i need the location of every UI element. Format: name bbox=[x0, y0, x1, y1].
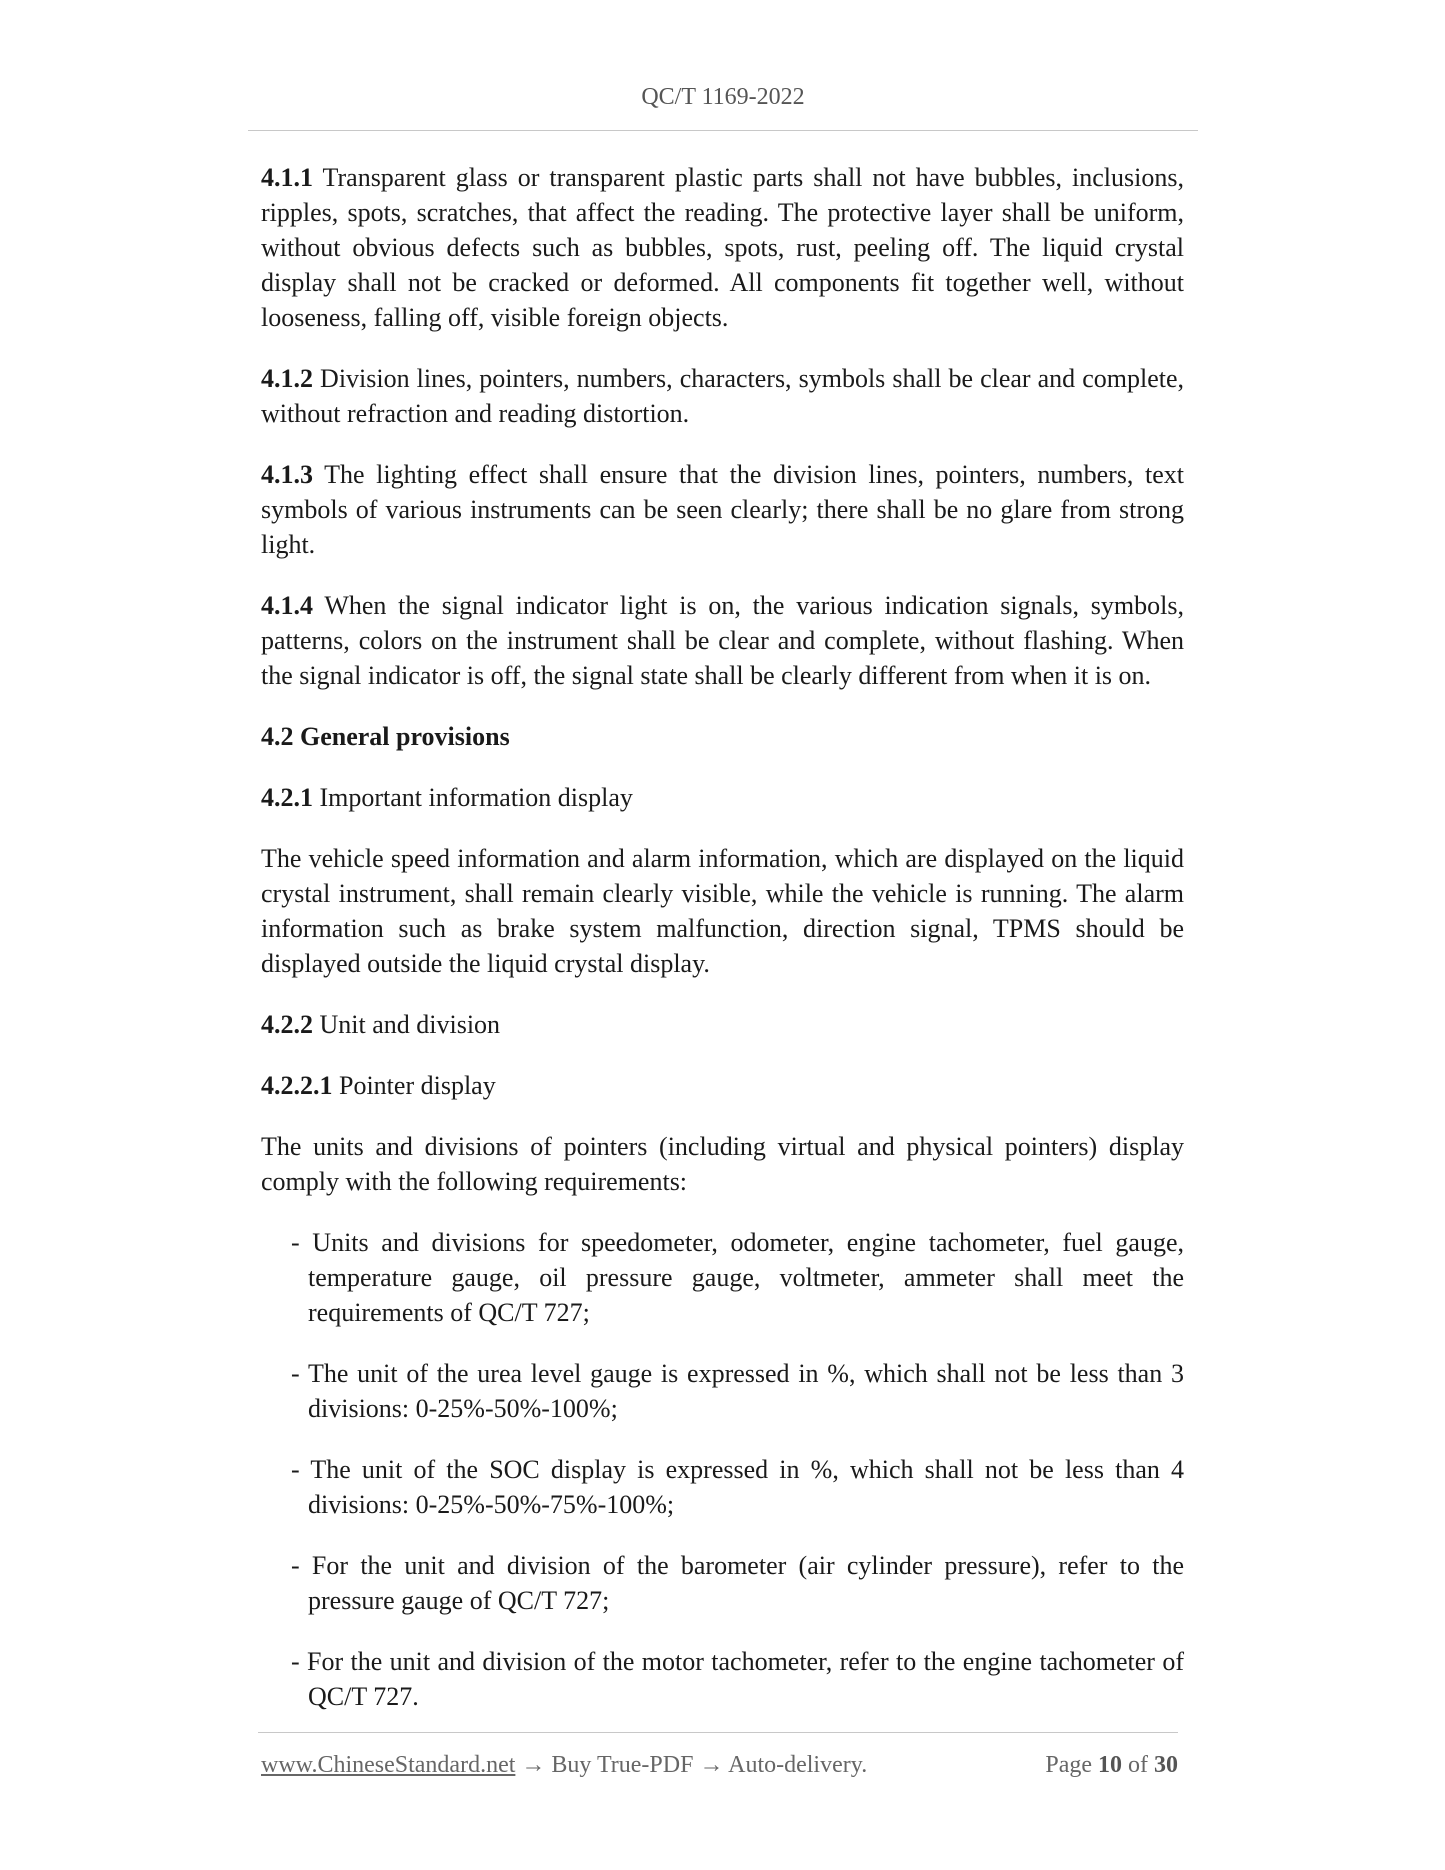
clause-4-2-1 bbox=[261, 780, 1184, 815]
clause-4-1-3 bbox=[261, 457, 1184, 562]
section-heading-4-2: 4.2 General provisions bbox=[261, 722, 510, 751]
clause-4-1-4 bbox=[261, 588, 1184, 693]
list-item: - For the unit and division of the motor tachometer, refer to the engine tachometer of QC/T 727. bbox=[291, 1647, 1184, 1711]
page-of: of bbox=[1128, 1752, 1148, 1778]
clause-4-2-2-1 bbox=[261, 1068, 1184, 1103]
requirements-list bbox=[261, 1225, 1184, 1714]
clause-number: 4.1.3 bbox=[261, 460, 313, 489]
list-item: - Units and divisions for speedometer, odometer, engine tachometer, fuel gauge, temperature gauge, oil pressure gauge, voltmeter, ammeter shall meet the requirements of QC/T 727; bbox=[291, 1228, 1184, 1327]
clause-text: Transparent glass or transparent plastic parts shall not have bubbles, inclusions, ripples, spots, scratches, that affect the reading. The protective layer shall be uniform, without obvious defects such as bubbles, spots, rust, peeling off. The liquid crystal display shall not be cracked or deformed. All components fit together well, without looseness, falling off, visible foreign objects. bbox=[261, 163, 1184, 332]
clause-number: 4.1.4 bbox=[261, 591, 313, 620]
clause-text: Division lines, pointers, numbers, characters, symbols shall be clear and complete, without refraction and reading distortion. bbox=[261, 364, 1184, 428]
clause-number: 4.2.2 bbox=[261, 1010, 313, 1039]
footer-left bbox=[261, 1752, 867, 1779]
clause-number: 4.1.1 bbox=[261, 163, 313, 192]
clause-4-2-2-1-body: The units and divisions of pointers (including virtual and physical pointers) display comply with the following requirements: bbox=[261, 1132, 1184, 1196]
clause-text: When the signal indicator light is on, the various indication signals, symbols, patterns, colors on the instrument shall be clear and complete, without flashing. When the signal indicator is off, the signal state shall be clearly different from when it is on. bbox=[261, 591, 1184, 690]
clause-4-2-1-body: The vehicle speed information and alarm information, which are displayed on the liquid crystal instrument, shall remain clearly visible, while the vehicle is running. The alarm information such as brake system malfunction, direction signal, TPMS should be displayed outside the liquid crystal display. bbox=[261, 844, 1184, 978]
page-header: QC/T 1169-2022 bbox=[641, 84, 805, 110]
clause-number: 4.2.2.1 bbox=[261, 1071, 333, 1100]
footer-divider bbox=[258, 1732, 1178, 1733]
page-number bbox=[1045, 1752, 1178, 1779]
list-item: - The unit of the SOC display is expressed in %, which shall not be less than 4 divisions: 0-25%-50%-75%-100%; bbox=[291, 1455, 1184, 1519]
page-total: 30 bbox=[1154, 1752, 1178, 1778]
clause-4-1-1 bbox=[261, 160, 1184, 335]
footer-tagline: → Buy True-PDF → Auto-delivery. bbox=[515, 1752, 868, 1778]
page-current: 10 bbox=[1098, 1752, 1122, 1778]
clause-4-1-2 bbox=[261, 361, 1184, 431]
clause-text: Pointer display bbox=[332, 1071, 496, 1100]
clause-text: Important information display bbox=[313, 783, 633, 812]
list-item: - The unit of the urea level gauge is expressed in %, which shall not be less than 3 divisions: 0-25%-50%-100%; bbox=[291, 1359, 1184, 1423]
clause-text: Unit and division bbox=[313, 1010, 501, 1039]
header-divider bbox=[248, 130, 1198, 131]
clause-number: 4.1.2 bbox=[261, 364, 313, 393]
website-link[interactable]: www.ChineseStandard.net bbox=[261, 1752, 516, 1778]
clause-4-2-2 bbox=[261, 1007, 1184, 1042]
clause-text: The lighting effect shall ensure that the division lines, pointers, numbers, text symbols of various instruments can be seen clearly; there shall be no glare from strong light. bbox=[261, 460, 1184, 559]
clause-number: 4.2.1 bbox=[261, 783, 313, 812]
list-item: - For the unit and division of the barometer (air cylinder pressure), refer to the pressure gauge of QC/T 727; bbox=[291, 1551, 1184, 1615]
page-label: Page bbox=[1045, 1752, 1092, 1778]
document-body bbox=[261, 160, 1184, 1740]
